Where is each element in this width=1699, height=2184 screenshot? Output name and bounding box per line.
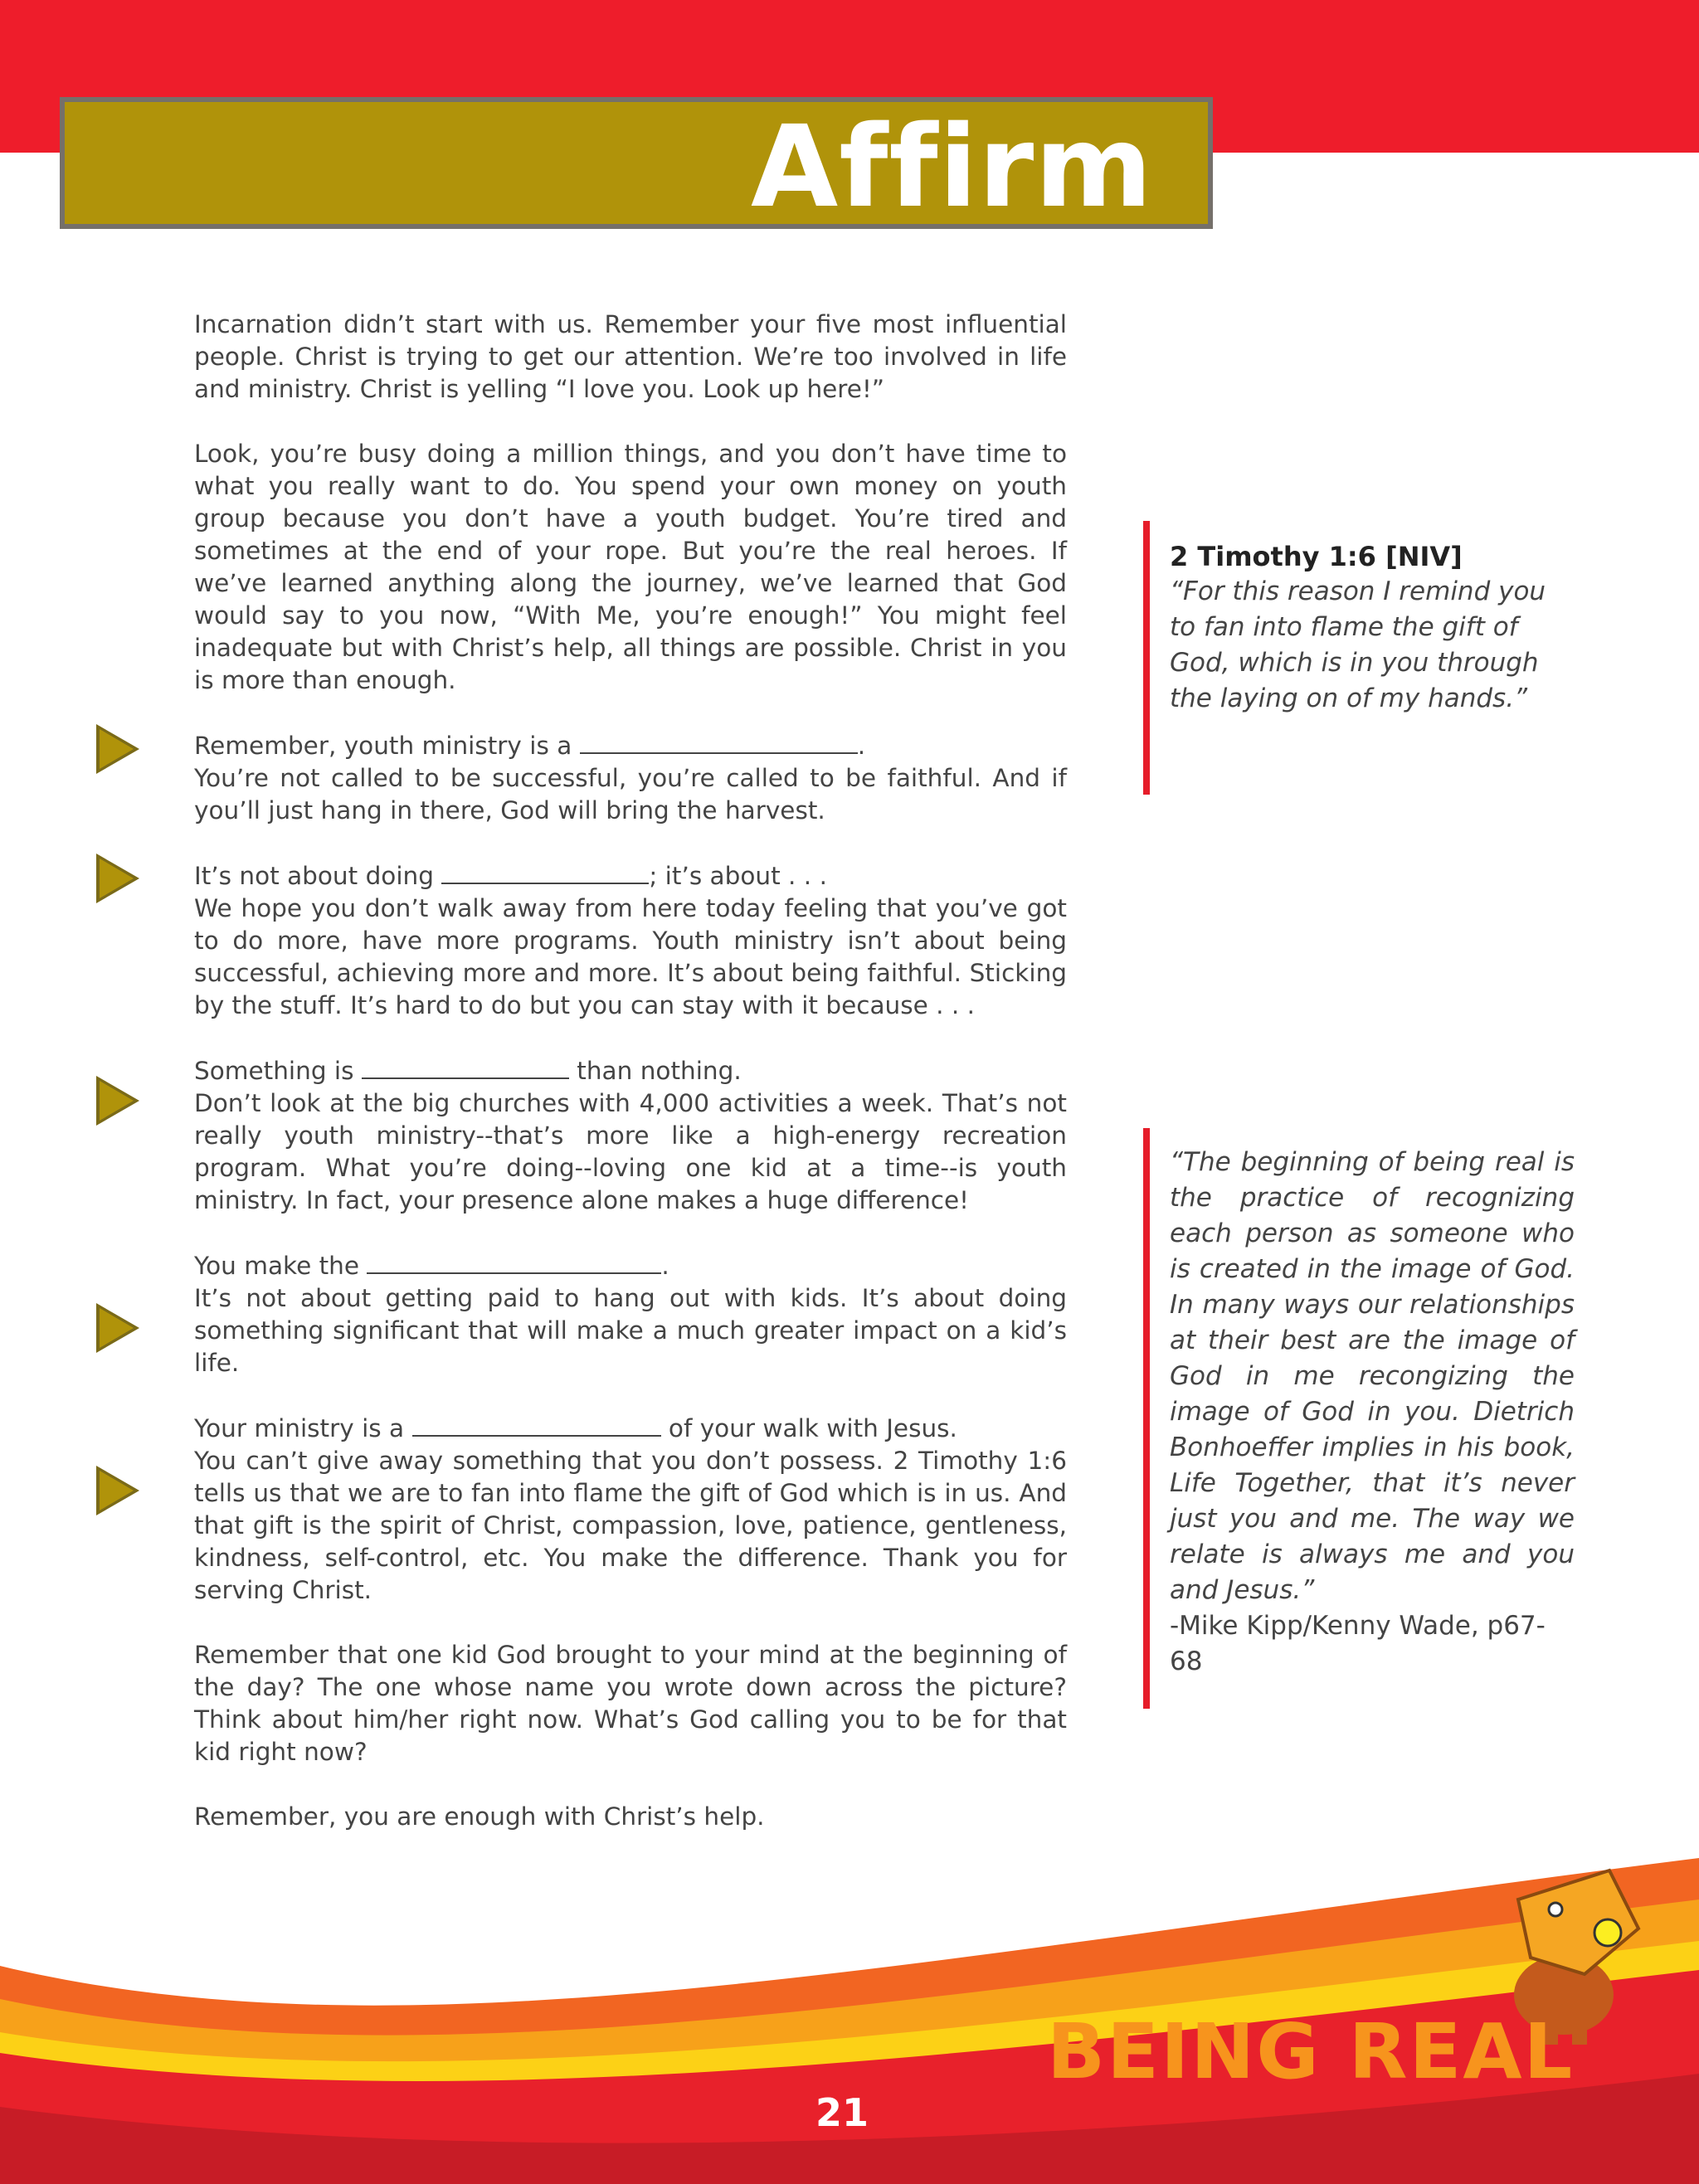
heroes-paragraph: Look, you’re busy doing a million things, and you don’t have time to what you really want to do. You spend your own money on youth group because you don’t have a youth budget. You’re tired and sometimes at the end of your rope. But you’re the real heroes. If we’ve learned anything along the journey, we’ve learned that God would say to you now, “With Me, you’re enough!” You might feel inadequate but with Christ’s help, all things are possible. Christ in you is more than enough. xyxy=(194,440,1067,694)
fill-in-blank xyxy=(367,1249,661,1274)
list-item xyxy=(194,1412,1067,1607)
quote-author: -Mike Kipp/Kenny Wade, p67-68 xyxy=(1170,1611,1546,1676)
brand-wordmark: BEING REAL xyxy=(1047,2007,1575,2096)
page-title: Affirm xyxy=(751,102,1153,233)
item-lead: It’s not about doing ; it’s about . . . xyxy=(194,859,1067,893)
verse-sidebar xyxy=(1143,521,1575,795)
fill-in-blank xyxy=(580,729,858,754)
item-text: Don’t look at the big churches with 4,000 activities a week. That’s not really youth ministry--that’s more like a high-energy recreation program. What you’re doing--loving one kid at a time--is youth ministry. In fact, your presence alone makes a huge difference! xyxy=(194,1089,1067,1214)
page-number: 21 xyxy=(815,2090,869,2135)
closing-paragraph: Remember that one kid God brought to your mind at the beginning of the day? The one whose name you wrote down across the picture? Think about him/her right now. What’s God calling you to be for that kid right now? xyxy=(194,1641,1067,1766)
bullet-arrow-icon xyxy=(96,724,139,774)
list-item xyxy=(194,1249,1067,1379)
list-item xyxy=(194,729,1067,827)
fill-in-blank xyxy=(412,1412,661,1437)
item-text: You’re not called to be successful, you’re called to be faithful. And if you’ll just hang in there, God will bring the harvest. xyxy=(194,764,1067,824)
title-banner xyxy=(60,97,1213,233)
item-lead: You make the . xyxy=(194,1249,1067,1282)
bullet-arrow-icon xyxy=(96,1303,139,1353)
quote-text: “The beginning of being real is the practice of recognizing each person as someone who is created in the image of God. In many ways our relationships at their best are the image of God in me recongizing the image of God in you. Dietrich Bonhoeffer implies in his book, Life Together, that it’s never just you and me. The way we relate is always me and you and Jesus.” xyxy=(1170,1147,1575,1605)
intro-paragraph: Incarnation didn’t start with us. Remember your five most influential people. Christ is trying to get our attention. We’re too involved in life and ministry. Christ is yelling “I love you. Look up here!” xyxy=(194,310,1067,403)
quote-sidebar xyxy=(1143,1128,1575,1709)
list-item xyxy=(194,1054,1067,1217)
bullet-arrow-icon xyxy=(96,854,139,903)
item-lead: Your ministry is a of your walk with Jesus. xyxy=(194,1412,1067,1445)
verse-reference: 2 Timothy 1:6 [NIV] xyxy=(1170,541,1463,572)
item-text: It’s not about getting paid to hang out with kids. It’s about doing something significant that will make a much greater impact on a kid’s life. xyxy=(194,1284,1067,1377)
closing-line: Remember, you are enough with Christ’s help. xyxy=(194,1802,765,1831)
fill-in-blank xyxy=(362,1054,569,1079)
verse-text: “For this reason I remind you to fan into flame the gift of God, which is in you through the laying on of my hands.” xyxy=(1170,576,1546,713)
item-text: We hope you don’t walk away from here today feeling that you’ve got to do more, have more programs. Youth ministry isn’t about being successful, achieving more and more. It’s about being faithful. Sticking by the stuff. It’s hard to do but you can stay with it because . . . xyxy=(194,894,1067,1019)
item-lead: Remember, youth ministry is a . xyxy=(194,729,1067,762)
item-text: You can’t give away something that you don’t possess. 2 Timothy 1:6 tells us that we are to fan into flame the gift of God which is in us. And that gift is the spirit of Christ, compassion, love, patience, gentleness, kindness, self-control, etc. You make the difference. Thank you for serving Christ. xyxy=(194,1447,1067,1604)
list-item xyxy=(194,859,1067,1022)
fill-in-blank xyxy=(441,859,649,884)
bullet-arrow-icon xyxy=(96,1466,139,1515)
item-lead: Something is than nothing. xyxy=(194,1054,1067,1087)
bullet-arrow-icon xyxy=(96,1076,139,1126)
main-text-column xyxy=(194,309,1067,1865)
